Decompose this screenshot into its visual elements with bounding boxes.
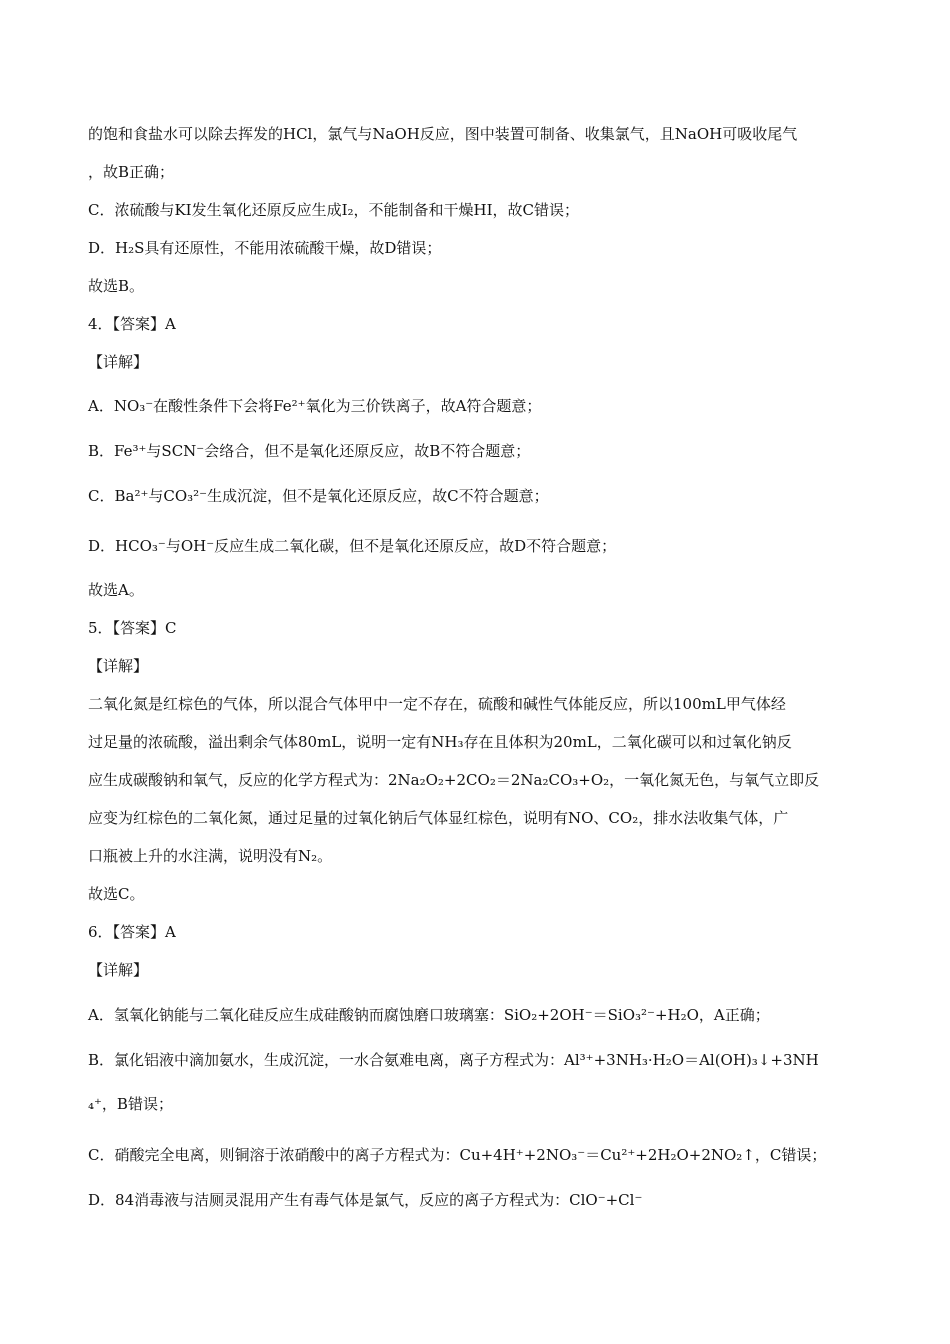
section-heading: 【详解】	[88, 657, 149, 675]
text-line: 故选A。	[88, 581, 144, 599]
text-line: D．HCO₃⁻与OH⁻反应生成二氧化碳，但不是氧化还原反应，故D不符合题意；	[88, 537, 617, 555]
text-line: 应生成碳酸钠和氧气，反应的化学方程式为：2Na₂O₂+2CO₂＝2Na₂CO₃+O₂，一氧化氮无色，与氧气立即反	[88, 771, 820, 789]
question-answer-6: 6．【答案】A	[88, 923, 176, 941]
text-line: ₄⁺，B错误；	[88, 1095, 173, 1113]
text-line: 故选C。	[88, 885, 145, 903]
text-line: C．硝酸完全电离，则铜溶于浓硝酸中的离子方程式为：Cu+4H⁺+2NO₃⁻＝Cu²⁺+2H₂O+2NO₂↑，C错误；	[88, 1146, 827, 1164]
text-line: 应变为红棕色的二氧化氮，通过足量的过氧化钠后气体显红棕色，说明有NO、CO₂，排水法收集气体，广	[88, 809, 789, 827]
text-line: ，故B正确；	[88, 163, 175, 181]
text-line: C．浓硫酸与KI发生氧化还原反应生成I₂，不能制备和干燥HI，故C错误；	[88, 201, 580, 219]
text-line: 故选B。	[88, 277, 145, 295]
text-line: 的饱和食盐水可以除去挥发的HCl，氯气与NaOH反应，图中装置可制备、收集氯气，且NaOH可吸收尾气	[88, 125, 798, 143]
text-line: A．氢氧化钠能与二氧化硅反应生成硅酸钠而腐蚀磨口玻璃塞：SiO₂+2OH⁻＝SiO₃²⁻+H₂O，A正确；	[88, 1006, 770, 1024]
text-line: D．H₂S具有还原性，不能用浓硫酸干燥，故D错误；	[88, 239, 442, 257]
question-answer-5: 5．【答案】C	[88, 619, 177, 637]
text-line: A．NO₃⁻在酸性条件下会将Fe²⁺氧化为三价铁离子，故A符合题意；	[88, 397, 542, 415]
text-line: 口瓶被上升的水注满，说明没有N₂。	[88, 847, 333, 865]
question-answer-4: 4．【答案】A	[88, 315, 176, 333]
section-heading: 【详解】	[88, 353, 149, 371]
text-line: D．84消毒液与洁厕灵混用产生有毒气体是氯气，反应的离子方程式为：ClO⁻+Cl⁻	[88, 1191, 643, 1209]
text-line: C．Ba²⁺与CO₃²⁻生成沉淀，但不是氧化还原反应，故C不符合题意；	[88, 487, 549, 505]
section-heading: 【详解】	[88, 961, 149, 979]
text-line: 过足量的浓硫酸，溢出剩余气体80mL，说明一定有NH₃存在且体积为20mL，二氧化碳可以和过氧化钠反	[88, 733, 792, 751]
text-line: B．氯化铝液中滴加氨水，生成沉淀，一水合氨难电离，离子方程式为：Al³⁺+3NH₃·H₂O＝Al(OH)₃↓+3NH	[88, 1051, 819, 1069]
text-line: B．Fe³⁺与SCN⁻会络合，但不是氧化还原反应，故B不符合题意；	[88, 442, 531, 460]
text-line: 二氧化氮是红棕色的气体，所以混合气体甲中一定不存在，硫酸和碱性气体能反应，所以100mL甲气体经	[88, 695, 786, 713]
